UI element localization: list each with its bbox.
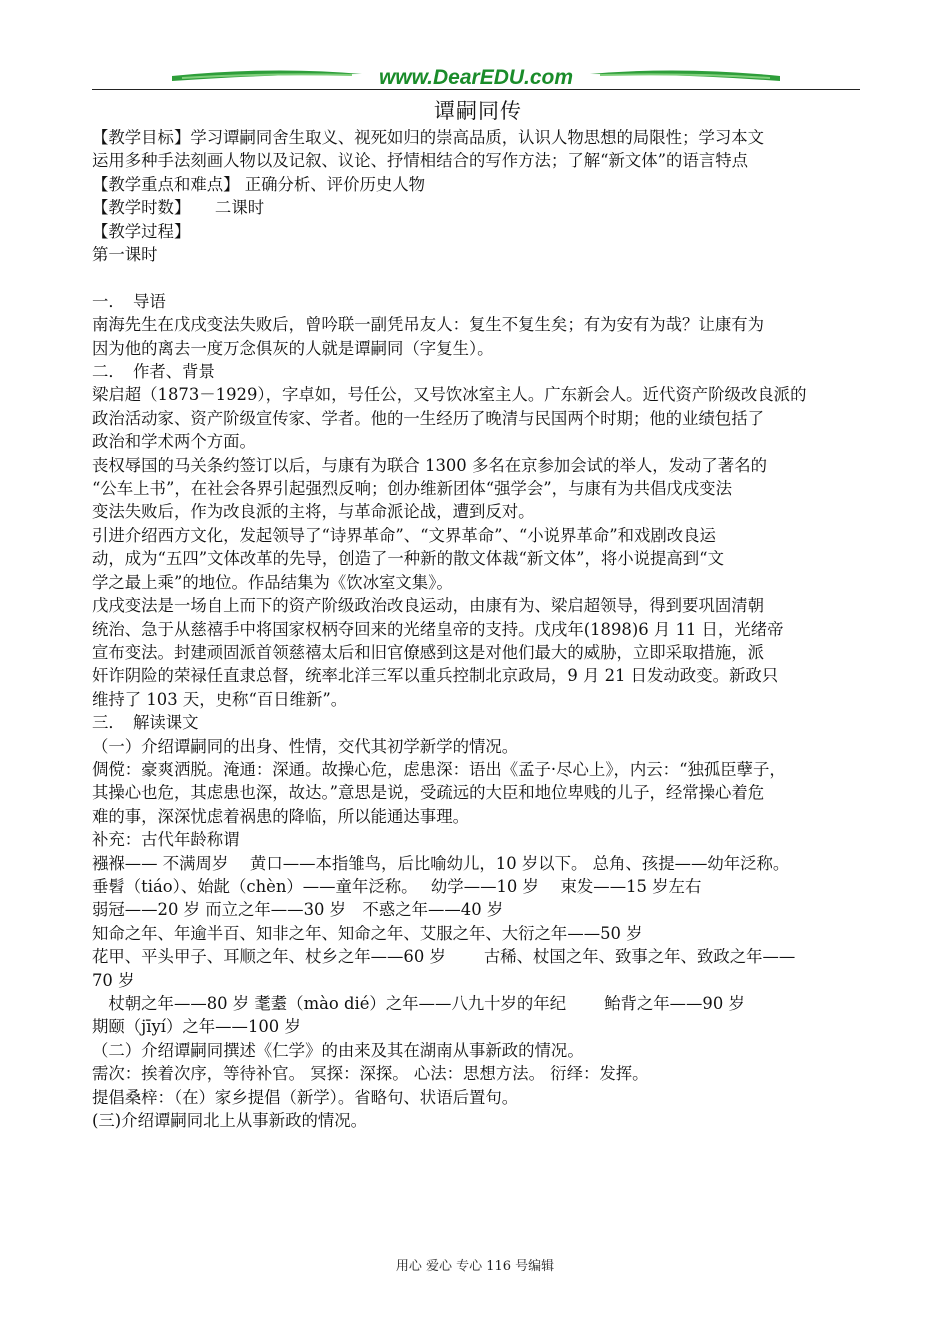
text-line: 其操心也危，其虑患也深，故达。”意思是说，受疏远的大臣和地位卑贱的儿子，经常操心着危 bbox=[92, 783, 765, 803]
text-line: 奸诈阴险的荣禄任直隶总督，统率北洋三军以重兵控制北京政局，9 月 21 日发动政变。新政只 bbox=[92, 666, 779, 686]
text-line: 宣布变法。封建顽固派首领慈禧太后和旧官僚感到这是对他们最大的威胁，立即采取措施，派 bbox=[92, 642, 765, 662]
text-line: 【教学目标】学习谭嗣同舍生取义、视死如归的崇高品质，认识人物思想的局限性；学习本文 bbox=[92, 128, 765, 147]
text-line: 政治和学术两个方面。 bbox=[92, 432, 256, 452]
page-title: 谭嗣同传 bbox=[434, 99, 522, 123]
text-line: 难的事，深深忧虑着祸患的降临，所以能通达事理。 bbox=[92, 806, 469, 826]
text-line: 梁启超（1873－1929），字卓如，号任公，又号饮冰室主人。广东新会人。近代资产阶级改良派的 bbox=[92, 385, 807, 405]
text-line: 【教学时数】 二课时 bbox=[92, 198, 265, 218]
text-line: (三)介绍谭嗣同北上从事新政的情况。 bbox=[92, 1111, 368, 1131]
text-line: 动，成为“五四”文体改革的先导，创造了一种新的散文体裁“新文体”，将小说提高到“文 bbox=[92, 549, 724, 569]
text-line: “公车上书”，在社会各界引起强烈反响；创办维新团体“强学会”，与康有为共倡戊戌变法 bbox=[92, 479, 732, 499]
text-line: 【教学过程】 bbox=[92, 221, 191, 241]
text-line: 弱冠——20 岁 而立之年——30 岁 不惑之年——40 岁 bbox=[92, 900, 504, 920]
text-line: 第一课时 bbox=[92, 245, 158, 265]
text-line: （二）介绍谭嗣同撰述《仁学》的由来及其在湖南从事新政的情况。 bbox=[92, 1040, 584, 1060]
text-line: 因为他的离去一度万念俱灰的人就是谭嗣同（字复生）。 bbox=[92, 338, 494, 358]
text-line: 戊戌变法是一场自上而下的资产阶级政治改良运动，由康有为、梁启超领导，得到要巩固清朝 bbox=[92, 596, 765, 616]
text-line: 补充：古代年龄称谓 bbox=[92, 830, 240, 850]
text-line: 二． 作者、背景 bbox=[92, 362, 215, 382]
document-body bbox=[92, 96, 864, 1132]
text-line: 变法失败后，作为改良派的主将，与革命派论战，遭到反对。 bbox=[92, 502, 535, 522]
text-line: 统治、急于从慈禧手中将国家权柄夺回来的光绪皇帝的支持。戊戌年(1898)6 月 11 日，光绪帝 bbox=[92, 619, 784, 639]
text-line: 杖朝之年——80 岁 耄耋（mào dié）之年——八九十岁的年纪 鲐背之年——90 岁 bbox=[92, 994, 745, 1014]
text-line: 一． 导语 bbox=[92, 291, 166, 311]
text-line: 运用多种手法刻画人物以及记叙、议论、抒情相结合的写作方法；了解“新文体”的语言特点 bbox=[92, 151, 748, 171]
text-line: 政治活动家、资产阶级宣传家、学者。他的一生经历了晚清与民国两个时期；他的业绩包括了 bbox=[92, 408, 765, 428]
logo-text: www.DearEDU.com bbox=[378, 66, 574, 89]
text-line: 倜傥：豪爽洒脱。淹通：深通。故操心危，虑患深：语出《孟子·尽心上》，内云：“独孤臣孽子， bbox=[92, 759, 786, 779]
text-line: （一）介绍谭嗣同的出身、性情，交代其初学新学的情况。 bbox=[92, 736, 519, 756]
text-line: 南海先生在戊戌变法失败后，曾吟联一副凭吊友人：复生不复生矣；有为安有为哉？让康有为 bbox=[92, 315, 765, 335]
text-line: 花甲、平头甲子、耳顺之年、杖乡之年——60 岁 古稀、杖国之年、致事之年、致政之年—— bbox=[92, 947, 796, 967]
text-line: 70 岁 bbox=[92, 970, 135, 990]
dearedu-logo bbox=[92, 62, 860, 92]
text-line: 维持了 103 天，史称“百日维新”。 bbox=[92, 689, 348, 709]
text-line: 襁褓—— 不满周岁 黄口——本指雏鸟，后比喻幼儿，10 岁以下。 总角、孩提——幼年泛称。 bbox=[92, 853, 790, 873]
site-header-banner bbox=[92, 62, 860, 92]
text-line: 需次：挨着次序，等待补官。 冥探：深探。 心法：思想方法。 衍绎：发挥。 bbox=[92, 1064, 649, 1084]
text-line: 提倡桑梓：（在）家乡提倡（新学）。省略句、状语后置句。 bbox=[92, 1087, 519, 1107]
text-line: 三． 解读课文 bbox=[92, 713, 199, 733]
text-line: 【教学重点和难点】 正确分析、评价历史人物 bbox=[92, 174, 426, 194]
text-line: 期颐（jīyí）之年——100 岁 bbox=[92, 1017, 301, 1037]
blank-line bbox=[92, 266, 864, 289]
text-line: 引进介绍西方文化，发起领导了“诗界革命”、“文界革命”、“小说界革命”和戏剧改良运 bbox=[92, 525, 716, 545]
text-lines bbox=[92, 126, 864, 1132]
text-line: 知命之年、年逾半百、知非之年、知命之年、艾服之年、大衍之年——50 岁 bbox=[92, 923, 643, 943]
header-divider bbox=[92, 89, 860, 90]
text-line: 垂髫（tiáo）、始龀（chèn）——童年泛称。 幼学——10 岁 束发——15 岁左右 bbox=[92, 876, 702, 896]
page-footer: 用心 爱心 专心 116 号编辑 bbox=[395, 1259, 555, 1274]
text-line: 丧权辱国的马关条约签订以后，与康有为联合 1300 多名在京参加会试的举人，发动了著名的 bbox=[92, 455, 767, 475]
text-line: 学之最上乘”的地位。作品结集为《饮冰室文集》。 bbox=[92, 572, 453, 592]
